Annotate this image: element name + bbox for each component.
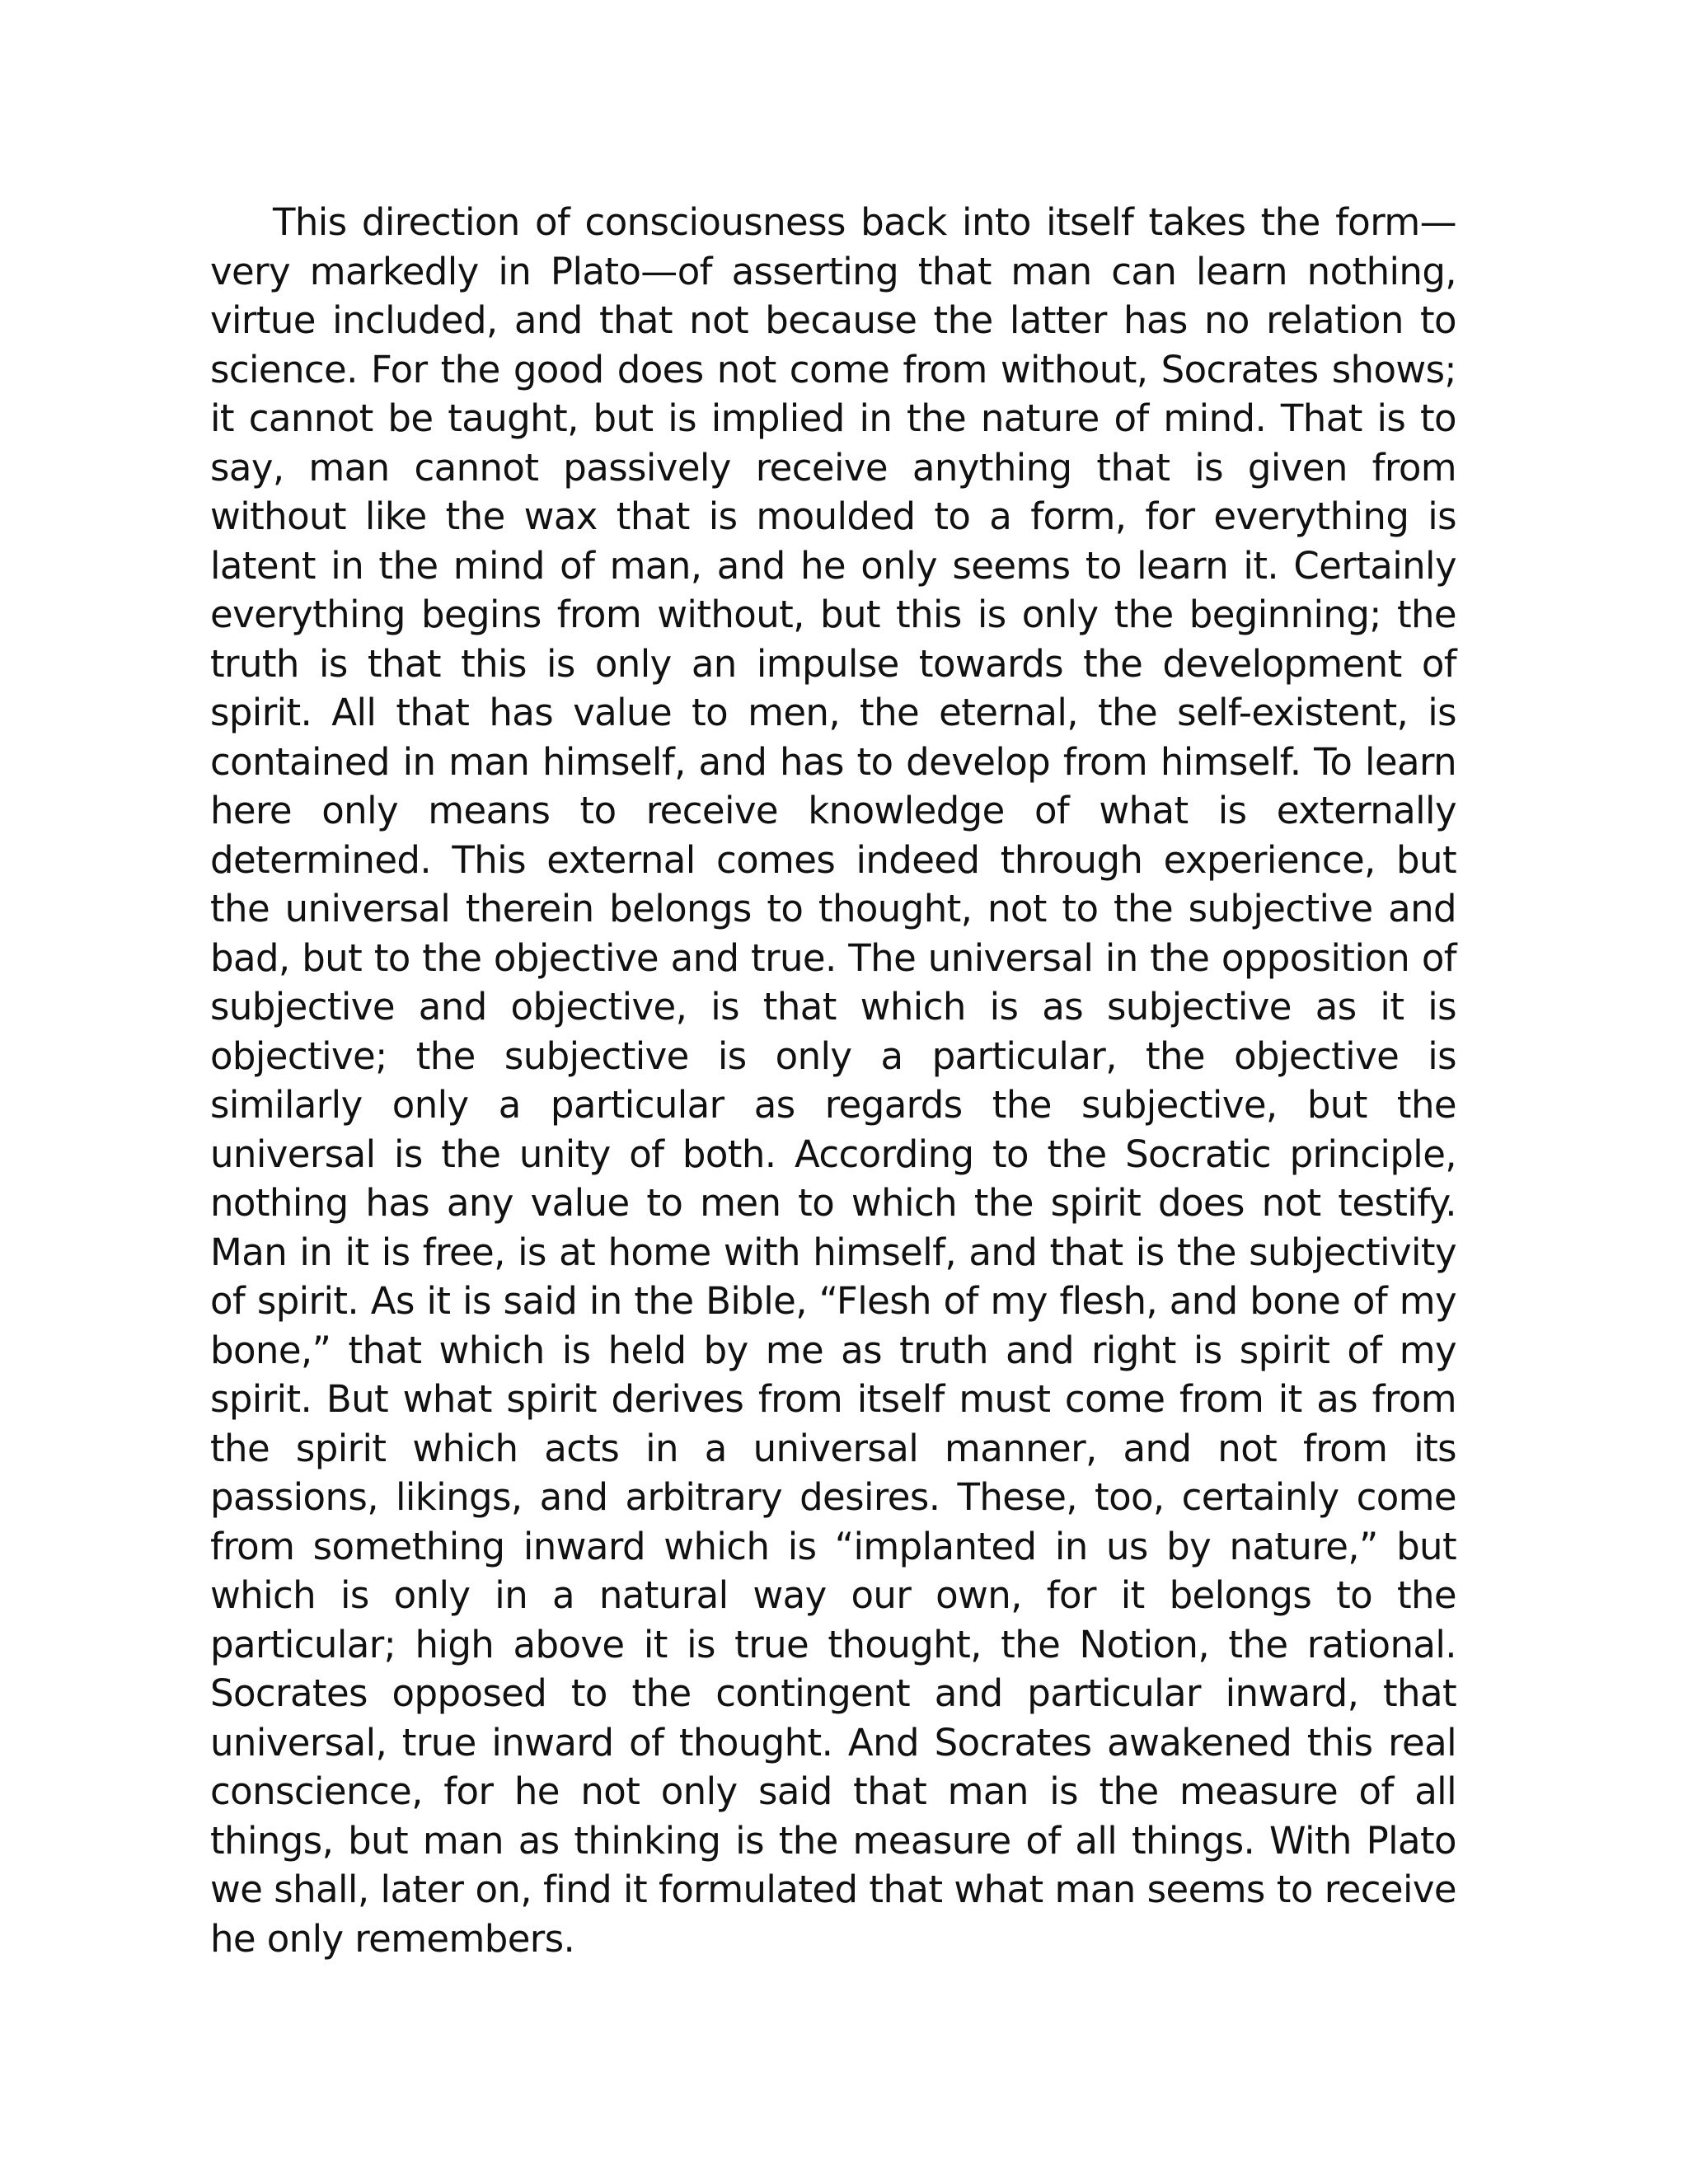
body-paragraph: This direction of consciousness back into itself takes the form—very markedly in Plato—of asserting that man can learn nothing, virtue included, and that not because the latter has no relation to science. For the good does not come from without, Socrates shows; it cannot be taught, but is implied in the nature of mind. That is to say, man cannot passively receive anything that is given from without like the wax that is moulded to a form, for everything is latent in the mind of man, and he only seems to learn it. Certainly everything begins from without, but this is only the beginning; the truth is that this is only an impulse towards the development of spirit. All that has value to men, the eternal, the self-existent, is contained in man himself, and has to develop from himself. To learn here only means to receive knowledge of what is externally determined. This external comes indeed through experience, but the universal therein belongs to thought, not to the subjective and bad, but to the objective and true. The universal in the opposition of subjective and objective, is that which is as subjective as it is objective; the subjective is only a particular, the objective is similarly only a particular as regards the subjective, but the universal is the unity of both. According to the Socratic principle, nothing has any value to men to which the spirit does not testify. Man in it is free, is at home with himself, and that is the subjectivity of spirit. As it is said in the Bible, “Flesh of my flesh, and bone of my bone,” that which is held by me as truth and right is spirit of my spirit. But what spirit derives from itself must come from it as from the spirit which acts in a universal manner, and not from its passions, likings, and arbitrary desires. These, too, certainly come from something inward which is “implanted in us by nature,” but which is only in a natural way our own, for it belongs to the particular; high above it is true thought, the Notion, the rational. Socrates opposed to the contingent and particular inward, that universal, true inward of thought. And Socrates awakened this real conscience, for he not only said that man is the measure of all things, but man as thinking is the measure of all things. With Plato we shall, later on, find it formulated that what man seems to receive he only remembers.	[210, 200, 1456, 1961]
